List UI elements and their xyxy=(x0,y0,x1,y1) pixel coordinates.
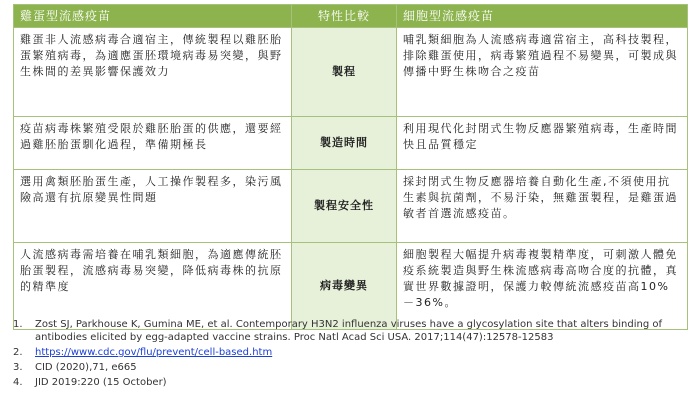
header-feature-comparison: 特性比較 xyxy=(292,5,397,28)
table-row xyxy=(14,28,688,117)
table-row xyxy=(14,243,688,330)
reference-number: 2. xyxy=(13,347,23,358)
cell-vaccine-cell: 哺乳類細胞為人流感病毒適當宿主，高科技製程，排除雞蛋使用，病毒繁殖過程不易變異，可製成與傳播中野生株吻合之疫苗 xyxy=(397,28,688,117)
reference-item xyxy=(13,346,687,359)
table-header-row xyxy=(14,5,688,28)
table-row xyxy=(14,117,688,170)
reference-number: 1. xyxy=(13,319,23,330)
reference-text: CID (2020),71, e665 xyxy=(35,362,137,373)
reference-number: 4. xyxy=(13,377,23,388)
feature-label-cell: 製程安全性 xyxy=(292,170,397,243)
header-cell-vaccine: 細胞型流感疫苗 xyxy=(397,5,688,28)
egg-vaccine-cell: 選用禽類胚胎蛋生產，人工操作製程多，染污風險高還有抗原變異性問題 xyxy=(14,170,292,243)
cell-vaccine-cell: 利用現代化封閉式生物反應器繁殖病毒，生產時間快且品質穩定 xyxy=(397,117,688,170)
vaccine-comparison-table xyxy=(13,4,688,330)
egg-vaccine-cell: 雞蛋非人流感病毒合適宿主，傳統製程以雞胚胎蛋繁殖病毒，為適應蛋胚環境病毒易突變，與野生株間的差異影響保護效力 xyxy=(14,28,292,117)
reference-text: Zost SJ, Parkhouse K, Gumina ME, et al. Contemporary H3N2 influenza viruses have a glycosylation site that alters binding of antibodies elicited by egg-adapted vaccine strains. Proc Natl Acad Sci USA. 2017;114(47):12578-12583 xyxy=(35,319,662,343)
reference-number: 3. xyxy=(13,362,23,373)
cdc-reference-link[interactable]: https://www.cdc.gov/flu/prevent/cell-based.htm xyxy=(35,347,273,358)
header-egg-vaccine: 雞蛋型流感疫苗 xyxy=(14,5,292,28)
references-list xyxy=(13,318,687,391)
reference-item xyxy=(13,361,687,374)
reference-text: JID 2019:220 (15 October) xyxy=(35,377,167,388)
comparison-table-container xyxy=(13,4,687,330)
reference-item xyxy=(13,318,687,344)
egg-vaccine-cell: 疫苗病毒株繁殖受限於雞胚胎蛋的供應，還要經過雞胚胎蛋馴化過程，準備期極長 xyxy=(14,117,292,170)
egg-vaccine-cell: 人流感病毒需培養在哺乳類細胞，為適應傳統胚胎蛋製程，流感病毒易突變，降低病毒株的抗原的精準度 xyxy=(14,243,292,330)
table-row xyxy=(14,170,688,243)
reference-item xyxy=(13,376,687,389)
cell-vaccine-cell: 細胞製程大幅提升病毒複製精準度，可刺激人體免疫系統製造與野生株流感病毒高吻合度的抗體，真實世界數據證明，保護力較傳統流感疫苗高10%－36%。 xyxy=(397,243,688,330)
cell-vaccine-cell: 採封閉式生物反應器培養自動化生產,不須使用抗生素與抗菌劑，不易汙染，無雞蛋製程，是雞蛋過敏者首選流感疫苗。 xyxy=(397,170,688,243)
feature-label-cell: 病毒變異 xyxy=(292,243,397,330)
feature-label-cell: 製造時間 xyxy=(292,117,397,170)
feature-label-cell: 製程 xyxy=(292,28,397,117)
